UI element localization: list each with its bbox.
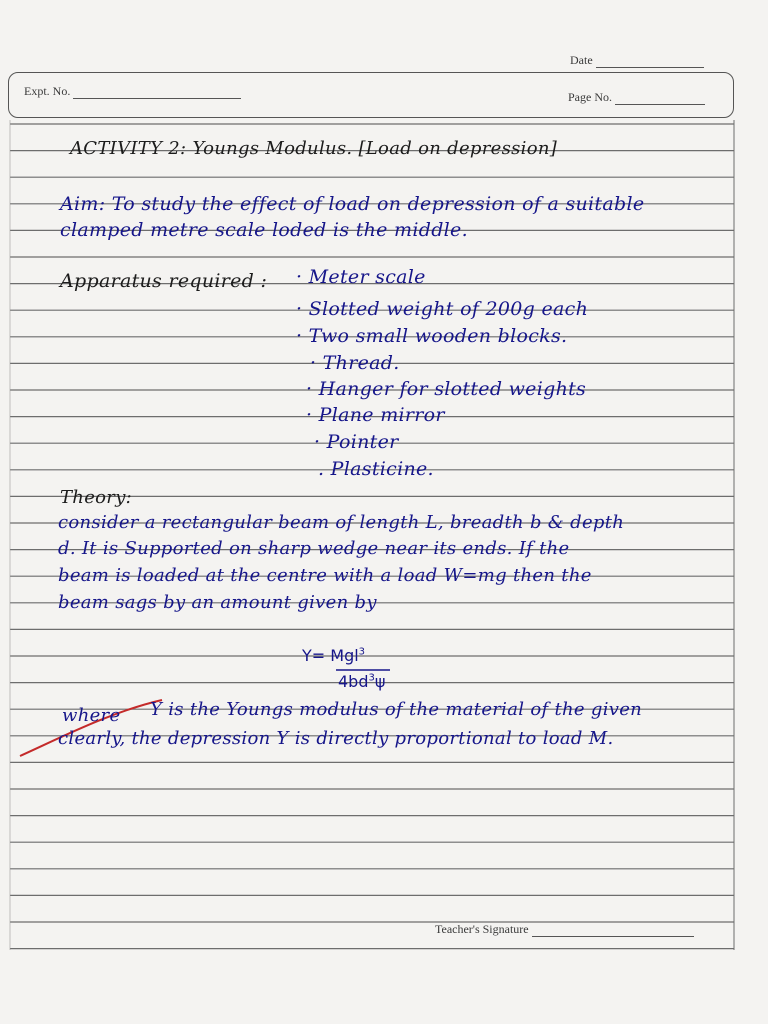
apparatus-item-1: · Meter scale	[296, 266, 426, 288]
expt-label: Expt. No.	[24, 84, 71, 98]
formula-bottom-text: 4bd	[338, 672, 369, 691]
expt-blank	[73, 98, 241, 99]
activity-title: ACTIVITY 2: Youngs Modulus. [Load on depression]	[70, 138, 558, 159]
theory-line-3: beam is loaded at the centre with a load W=mg then the	[58, 565, 592, 586]
apparatus-item-2: · Slotted weight of 200g each	[296, 298, 589, 320]
theory-line-1: consider a rectangular beam of length L, breadth b & depth	[58, 512, 625, 533]
aim-line-2: clamped metre scale loded is the middle.	[60, 219, 468, 241]
page-field	[568, 90, 705, 105]
formula-denominator	[338, 672, 385, 691]
apparatus-item-5: · Hanger for slotted weights	[306, 378, 587, 400]
theory-heading: Theory:	[60, 487, 133, 508]
apparatus-item-7: · Pointer	[314, 431, 399, 453]
aim-line-1: Aim: To study the effect of load on depression of a suitable	[60, 193, 645, 215]
page-blank	[615, 104, 705, 105]
teacher-signature-field	[435, 922, 694, 937]
date-blank	[596, 67, 704, 68]
where-line-rest: Y is the Youngs modulus of the material of the given	[150, 699, 643, 720]
apparatus-heading: Apparatus required :	[60, 270, 268, 292]
page-label: Page No.	[568, 90, 612, 104]
date-field	[570, 53, 704, 68]
theory-line-2: d. It is Supported on sharp wedge near its ends. If the	[58, 538, 570, 559]
teacher-signature-label: Teacher's Signature	[435, 922, 529, 936]
date-label: Date	[570, 53, 593, 67]
formula-bottom-tail: ψ	[374, 672, 386, 691]
theory-line-4: beam sags by an amount given by	[58, 592, 377, 613]
apparatus-item-8: . Plasticine.	[318, 458, 434, 480]
apparatus-item-6: · Plane mirror	[306, 404, 445, 426]
conclusion-line: clearly, the depression Y is directly proportional to load M.	[58, 728, 614, 749]
formula-numerator	[302, 646, 365, 665]
formula-top-exponent: 3	[358, 646, 366, 658]
apparatus-item-3: · Two small wooden blocks.	[296, 325, 568, 347]
formula-top-text: Y= Mgl	[302, 646, 359, 665]
apparatus-item-4: · Thread.	[310, 352, 400, 374]
where-word: where	[62, 705, 121, 726]
expt-field	[24, 84, 241, 99]
formula-bottom-exponent: 3	[368, 672, 375, 684]
signature-blank	[532, 936, 694, 937]
